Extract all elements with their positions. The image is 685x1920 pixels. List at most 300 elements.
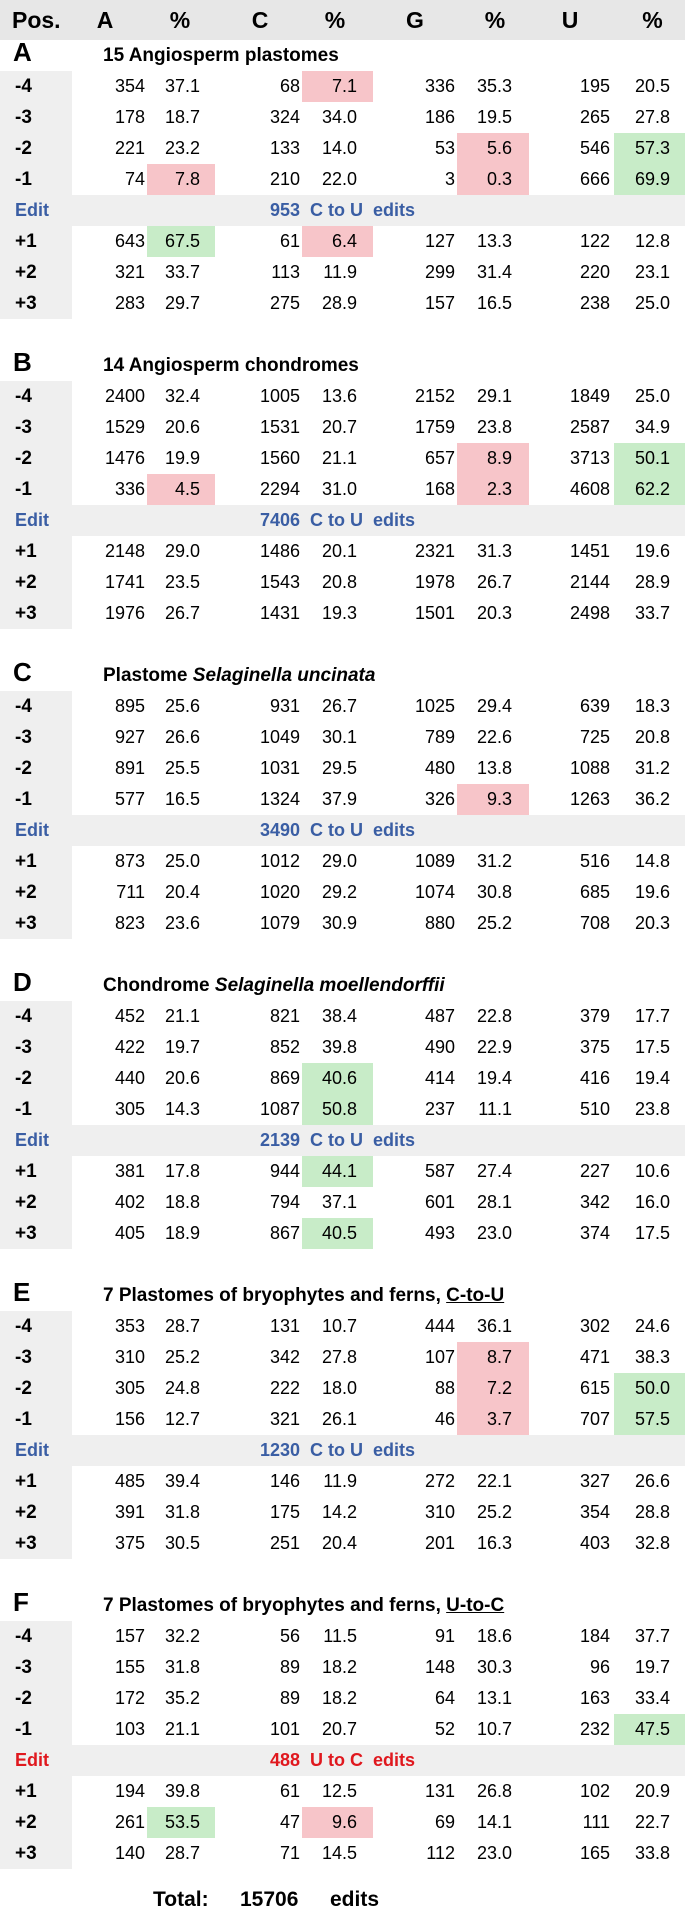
count-value: 186 [424,107,455,127]
section-title [103,970,445,1001]
count-value: 615 [579,1378,610,1398]
edit-count: 3490 [259,820,300,840]
count-value: 1012 [259,851,300,871]
count-value: 275 [269,293,300,313]
total-unit: edits [330,1888,380,1911]
percent-value: 37.1 [164,76,200,96]
position-label: +2 [15,1192,37,1213]
count-value: 74 [124,169,145,189]
position-label-cell [0,257,72,288]
percent-value: 28.1 [476,1192,512,1212]
position-label-cell [0,1652,72,1683]
percent-value: 23.5 [164,572,200,592]
percent-value: 18.9 [164,1223,200,1243]
percent-value: 25.6 [164,696,200,716]
percent-value: 33.7 [634,603,670,623]
count-value: 402 [114,1192,145,1212]
percent-value: 25.2 [476,913,512,933]
percent-value: 23.0 [476,1843,512,1863]
count-value: 238 [579,293,610,313]
percent-value: 57.5 [634,1409,670,1429]
percent-value: 21.1 [321,448,357,468]
count-value: 165 [579,1843,610,1863]
table-row [0,1404,685,1435]
position-label-cell [0,1001,72,1032]
percent-value: 26.7 [321,696,357,716]
percent-value: 32.4 [164,386,200,406]
count-value: 643 [114,231,145,251]
position-label: -3 [15,107,32,128]
percent-value: 28.8 [634,1502,670,1522]
count-value: 789 [424,727,455,747]
percent-value: 18.2 [321,1657,357,1677]
position-label: -1 [15,789,32,810]
percent-value: 31.0 [321,479,357,499]
section-letter: A [13,37,32,67]
percent-value: 37.1 [321,1192,357,1212]
percent-value: 34.9 [634,417,670,437]
percent-value: 38.4 [321,1006,357,1026]
table-row [0,567,685,598]
table-row [0,1776,685,1807]
percent-value: 20.8 [634,727,670,747]
percent-value: 16.5 [164,789,200,809]
position-label: +3 [15,913,37,934]
percent-value: 31.8 [164,1502,200,1522]
count-value: 444 [424,1316,455,1336]
position-label-cell [0,102,72,133]
table-row [0,1807,685,1838]
count-value: 891 [114,758,145,778]
position-label: -1 [15,1099,32,1120]
section-letter: D [13,967,32,997]
table-row [0,846,685,877]
percent-value: 0.3 [486,169,512,189]
table-row [0,1683,685,1714]
position-label-cell [0,877,72,908]
percent-value: 22.7 [634,1812,670,1832]
count-value: 157 [114,1626,145,1646]
count-value: 353 [114,1316,145,1336]
section-title-part: 15 Angiosperm plastomes [103,45,339,66]
percent-value: 28.7 [164,1843,200,1863]
count-value: 2152 [414,386,455,406]
count-value: 261 [114,1812,145,1832]
section-title-part: Selaginella uncinata [192,665,376,686]
count-value: 487 [424,1006,455,1026]
percent-value: 25.2 [476,1502,512,1522]
percent-value: 10.6 [634,1161,670,1181]
count-value: 405 [114,1223,145,1243]
section-title-row [0,347,685,381]
count-value: 1431 [259,603,300,623]
percent-value: 18.3 [634,696,670,716]
percent-value: 19.6 [634,541,670,561]
percent-value: 20.1 [321,541,357,561]
position-label-cell [0,1342,72,1373]
percent-value: 31.2 [476,851,512,871]
position-label-cell [0,1311,72,1342]
percent-value: 22.9 [476,1037,512,1057]
count-value: 46 [434,1409,455,1429]
edit-count-row [0,505,685,536]
count-value: 516 [579,851,610,871]
count-value: 52 [434,1719,455,1739]
table-row [0,474,685,505]
table-row [0,722,685,753]
count-value: 707 [579,1409,610,1429]
count-value: 201 [424,1533,455,1553]
position-label-cell [0,288,72,319]
count-value: 1087 [259,1099,300,1119]
position-label: -4 [15,696,32,717]
section-title-row [0,37,685,71]
percent-value: 20.4 [321,1533,357,1553]
percent-value: 26.7 [164,603,200,623]
percent-value: 23.1 [634,262,670,282]
percent-value: 22.8 [476,1006,512,1026]
table-row [0,1714,685,1745]
percent-value: 67.5 [164,231,200,251]
edit-count-row [0,195,685,226]
count-value: 321 [114,262,145,282]
count-value: 168 [424,479,455,499]
percent-value: 30.5 [164,1533,200,1553]
percent-value: 26.8 [476,1781,512,1801]
count-value: 155 [114,1657,145,1677]
percent-value: 17.5 [634,1037,670,1057]
count-value: 1976 [104,603,145,623]
percent-value: 20.3 [634,913,670,933]
edit-type-label: C to U edits [310,1130,416,1150]
count-value: 310 [424,1502,455,1522]
position-label-cell [0,1683,72,1714]
percent-value: 36.2 [634,789,670,809]
percent-value: 17.7 [634,1006,670,1026]
count-value: 265 [579,107,610,127]
count-value: 178 [114,107,145,127]
position-label: -1 [15,1719,32,1740]
position-label: +2 [15,1812,37,1833]
count-value: 490 [424,1037,455,1057]
edit-count-row [0,1125,685,1156]
count-value: 794 [269,1192,300,1212]
position-label: +1 [15,1471,37,1492]
percent-value: 24.8 [164,1378,200,1398]
position-label-cell [0,536,72,567]
count-value: 272 [424,1471,455,1491]
table-row [0,1466,685,1497]
edit-label: Edit [15,200,49,220]
count-value: 1476 [104,448,145,468]
table-row [0,536,685,567]
section-title-part: Plastome [103,665,193,686]
percent-value: 18.8 [164,1192,200,1212]
percent-value: 33.7 [164,262,200,282]
count-value: 4608 [569,479,610,499]
count-value: 375 [579,1037,610,1057]
position-label: +3 [15,293,37,314]
percent-value: 40.5 [321,1223,357,1243]
total-value: 15706 [240,1888,299,1911]
percent-value: 23.2 [164,138,200,158]
position-label: -1 [15,1409,32,1430]
edit-type-label: C to U edits [310,820,416,840]
table-row [0,1063,685,1094]
position-label-cell [0,567,72,598]
count-value: 1849 [569,386,610,406]
count-value: 587 [424,1161,455,1181]
percent-value: 2.3 [486,479,512,499]
count-value: 2294 [259,479,300,499]
count-value: 452 [114,1006,145,1026]
percent-value: 34.0 [321,107,357,127]
position-label-cell [0,784,72,815]
section-title-part: U-to-C [446,1595,505,1616]
count-value: 666 [579,169,610,189]
percent-value: 36.1 [476,1316,512,1336]
table-row [0,1094,685,1125]
position-label: -3 [15,1657,32,1678]
column-header: % [642,7,663,33]
position-label-cell [0,381,72,412]
position-label: -2 [15,138,32,159]
table-row [0,1652,685,1683]
position-label: +1 [15,231,37,252]
position-label: -4 [15,1626,32,1647]
percent-value: 44.1 [321,1161,357,1181]
percent-value: 50.1 [634,448,670,468]
table-row [0,1621,685,1652]
position-label: -2 [15,758,32,779]
count-value: 852 [269,1037,300,1057]
count-value: 157 [424,293,455,313]
percent-value: 13.6 [321,386,357,406]
position-label-cell [0,1528,72,1559]
percent-value: 7.8 [174,169,200,189]
section-letter: E [13,1277,31,1307]
percent-value: 23.0 [476,1223,512,1243]
count-value: 1020 [259,882,300,902]
table-row [0,908,685,939]
edit-count-row [0,815,685,846]
position-label-cell [0,1776,72,1807]
count-value: 873 [114,851,145,871]
count-value: 927 [114,727,145,747]
table-row [0,1838,685,1869]
percent-value: 20.3 [476,603,512,623]
position-label: +2 [15,882,37,903]
count-value: 440 [114,1068,145,1088]
count-value: 1978 [414,572,455,592]
percent-value: 12.5 [321,1781,357,1801]
percent-value: 29.7 [164,293,200,313]
percent-value: 27.4 [476,1161,512,1181]
percent-value: 25.2 [164,1347,200,1367]
count-value: 131 [424,1781,455,1801]
count-value: 299 [424,262,455,282]
section-title-part: 7 Plastomes of bryophytes and ferns, [103,1285,447,1306]
percent-value: 50.8 [321,1099,357,1119]
percent-value: 57.3 [634,138,670,158]
position-label-cell [0,846,72,877]
position-label: +2 [15,262,37,283]
position-label-cell [0,71,72,102]
percent-value: 26.6 [164,727,200,747]
percent-value: 29.0 [164,541,200,561]
count-value: 1049 [259,727,300,747]
percent-value: 13.1 [476,1688,512,1708]
position-label: -2 [15,1378,32,1399]
column-header: G [406,7,424,33]
table-row [0,1218,685,1249]
count-value: 2400 [104,386,145,406]
percent-value: 18.2 [321,1688,357,1708]
column-header: % [484,7,506,33]
count-value: 657 [424,448,455,468]
count-value: 321 [269,1409,300,1429]
table-row [0,753,685,784]
count-value: 302 [579,1316,610,1336]
count-value: 1560 [259,448,300,468]
edit-count: 953 [269,200,300,220]
percent-value: 9.3 [486,789,512,809]
count-value: 381 [114,1161,145,1181]
percent-value: 40.6 [321,1068,357,1088]
position-label-cell [0,443,72,474]
count-value: 1005 [259,386,300,406]
count-value: 237 [424,1099,455,1119]
percent-value: 47.5 [634,1719,670,1739]
percent-value: 7.1 [331,76,357,96]
section-letter: C [13,657,32,687]
position-label-cell [0,598,72,629]
edit-label: Edit [15,1750,49,1770]
count-value: 1486 [259,541,300,561]
percent-value: 13.3 [476,231,512,251]
count-value: 2498 [569,603,610,623]
percent-value: 19.6 [634,882,670,902]
percent-value: 16.5 [476,293,512,313]
table-row [0,226,685,257]
count-value: 148 [424,1657,455,1677]
percent-value: 19.7 [634,1657,670,1677]
edit-count: 488 [269,1750,300,1770]
count-value: 1074 [414,882,455,902]
percent-value: 17.8 [164,1161,200,1181]
percent-value: 28.9 [321,293,357,313]
percent-value: 50.0 [634,1378,670,1398]
percent-value: 14.8 [634,851,670,871]
percent-value: 19.4 [476,1068,512,1088]
count-value: 127 [424,231,455,251]
count-value: 1529 [104,417,145,437]
count-value: 61 [279,231,300,251]
count-value: 69 [434,1812,455,1832]
edit-label: Edit [15,1440,49,1460]
count-value: 102 [579,1781,610,1801]
position-label-cell [0,133,72,164]
percent-value: 29.1 [476,386,512,406]
column-header: C [251,7,269,33]
percent-value: 16.0 [634,1192,670,1212]
count-value: 3 [444,169,455,189]
count-value: 685 [579,882,610,902]
percent-value: 19.3 [321,603,357,623]
count-value: 379 [579,1006,610,1026]
count-value: 374 [579,1223,610,1243]
percent-value: 26.6 [634,1471,670,1491]
count-value: 3713 [569,448,610,468]
position-label-cell [0,1156,72,1187]
position-label: +2 [15,1502,37,1523]
position-label-cell [0,1187,72,1218]
position-label: -4 [15,76,32,97]
percent-value: 22.0 [321,169,357,189]
percent-value: 30.3 [476,1657,512,1677]
count-value: 880 [424,913,455,933]
count-value: 96 [589,1657,610,1677]
percent-value: 8.9 [486,448,512,468]
position-label: -3 [15,727,32,748]
percent-value: 28.9 [634,572,670,592]
percent-value: 29.0 [321,851,357,871]
count-value: 342 [269,1347,300,1367]
percent-value: 39.4 [164,1471,200,1491]
position-label-cell [0,722,72,753]
position-label-cell [0,1404,72,1435]
percent-value: 20.7 [321,417,357,437]
percent-value: 23.8 [476,417,512,437]
count-value: 172 [114,1688,145,1708]
edit-count-row [0,1745,685,1776]
count-value: 895 [114,696,145,716]
count-value: 1324 [259,789,300,809]
percent-value: 4.5 [174,479,200,499]
count-value: 1025 [414,696,455,716]
count-value: 414 [424,1068,455,1088]
position-label-cell [0,474,72,505]
count-value: 227 [579,1161,610,1181]
percent-value: 29.2 [321,882,357,902]
count-value: 222 [269,1378,300,1398]
count-value: 140 [114,1843,145,1863]
position-label-cell [0,1373,72,1404]
count-value: 869 [269,1068,300,1088]
percent-value: 30.9 [321,913,357,933]
column-header: Pos. [12,7,61,33]
table-row [0,71,685,102]
percent-value: 11.9 [323,1471,357,1491]
section-letter: B [13,347,32,377]
count-value: 480 [424,758,455,778]
position-label-cell [0,1063,72,1094]
table-row [0,1497,685,1528]
percent-value: 11.9 [323,262,357,282]
percent-value: 31.2 [634,758,670,778]
percent-value: 12.8 [634,231,670,251]
count-value: 711 [116,882,145,902]
count-value: 133 [269,138,300,158]
table-row [0,412,685,443]
count-value: 305 [114,1099,145,1119]
count-value: 195 [579,76,610,96]
percent-value: 69.9 [634,169,670,189]
count-value: 251 [269,1533,300,1553]
table-row [0,598,685,629]
percent-value: 18.7 [164,107,200,127]
total-row [0,1888,685,1920]
